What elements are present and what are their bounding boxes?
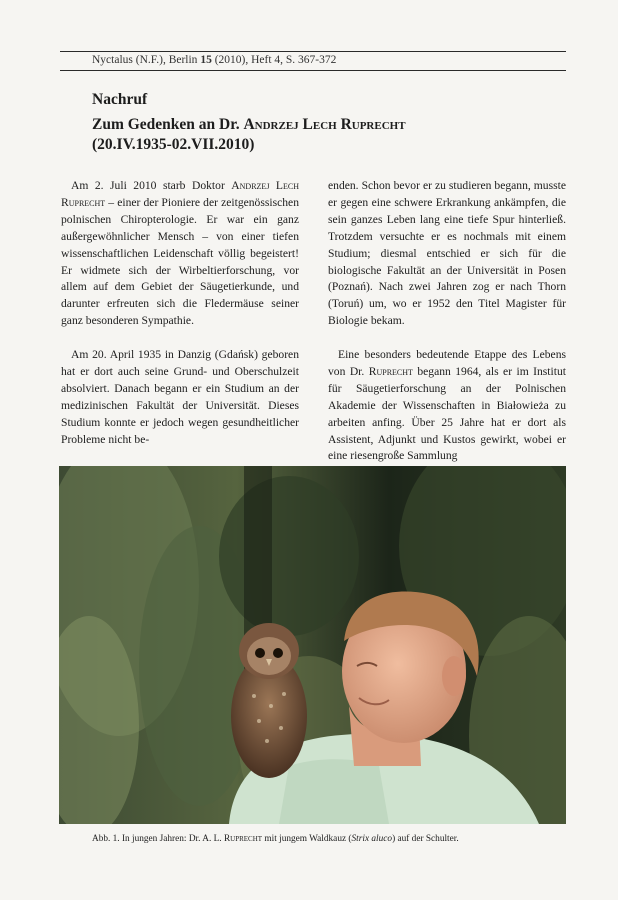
figure-caption: Abb. 1. In jungen Jahren: Dr. A. L. Ruprecht mit jungem Waldkauz (Strix aluco) auf der Schulter. bbox=[92, 834, 459, 844]
text-column-left bbox=[61, 178, 299, 448]
paragraph: enden. Schon bevor er zu studieren begann, musste er gegen eine schwere Erkrankung ankämpfen, die sein ganzes Leben lang eine tiefe Spur hinterließ. Trotzdem versuchte er es nochmals mit einem Studium; diesmal entschied er sich für die biologische Fakultät an der Universität in Posen (Poznań). Nach zwei Jahren zog er nach Thorn (Toruń) um, wo er 1952 den Titel Magister für Biologie bekam. bbox=[328, 179, 566, 328]
journal-reference: Nyctalus (N.F.), Berlin 15 (2010), Heft 4, S. 367-372 bbox=[92, 54, 337, 66]
text-column-right bbox=[328, 178, 566, 465]
article-title: Zum Gedenken an Dr. Andrzej Lech Ruprecht (20.IV.1935-02.VII.2010) bbox=[92, 116, 406, 153]
portrait-photo bbox=[59, 466, 566, 824]
header-rule-top bbox=[60, 51, 566, 52]
portrait-with-owl-photo bbox=[59, 466, 566, 824]
paragraph: Eine besonders bedeutende Etappe des Lebens von Dr. Ruprecht begann 1964, als er im Institut für Säugetierforschung an der Polnischen Akademie der Wissenschaften in Białowieża zu arbeiten anfing. Über 25 Jahre hat er dort als Assistent, Adjunkt und Kustos gewirkt, wobei er eine riesengroße Sammlung bbox=[328, 348, 566, 463]
header-rule-bottom bbox=[60, 70, 566, 71]
paragraph: Am 2. Juli 2010 starb Doktor Andrzej Lech Ruprecht – einer der Pioniere der zeitgenössischen polnischen Chiropterologie. Er war ein ganz außergewöhnlicher Mensch – von einer tiefen wissenschaftlichen Leidenschaft völlig begeistert! Er widmete sich der Wirbeltierforschung, vor allem auf dem Gebiet der Säugetierkunde, und darunter erfreuten sich die Fledermäuse seiner ganz besonderen Sympathie. bbox=[61, 179, 299, 328]
paragraph: Am 20. April 1935 in Danzig (Gdańsk) geboren hat er dort auch seine Grund- und Oberschulzeit absolviert. Danach begann er ein Studium an der medizinischen Fakultät der Universität. Dieses Studium konnte er jedoch wegen gesundheitlicher Probleme nicht be- bbox=[61, 348, 299, 446]
section-label: Nachruf bbox=[92, 91, 148, 108]
